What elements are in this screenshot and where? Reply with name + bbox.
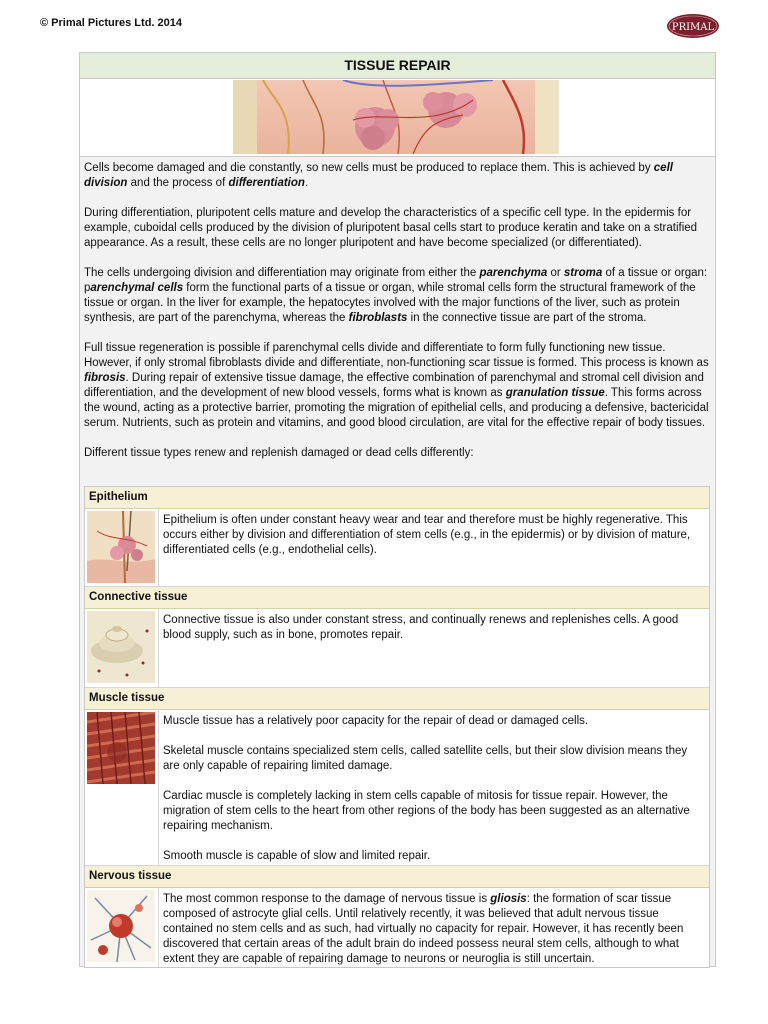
tissue-row-muscle bbox=[85, 710, 709, 866]
muscle-image bbox=[85, 710, 159, 865]
tissue-description: The most common response to the damage of nervous tissue is gliosis: the formation of scar tissue composed of astrocyte glial cells. Until relatively recently, it was believed that adult nervous tissue contained no stem cells and as such, had virtually no capacity for repair. However, it has recently been discovered that certain areas of the adult brain do indeed possess neural stem cells, although to what extent they are capable of repairing damage to neurons or neuroglia is still uncertain. bbox=[163, 893, 684, 965]
tissue-heading-epithelium: Epithelium bbox=[85, 487, 709, 509]
svg-text:PRIMAL: PRIMAL bbox=[671, 22, 715, 33]
tissue-description: Connective tissue is also under constant stress, and continually renews and replenishes cells. A good blood supply, such as in bone, promotes repair. bbox=[163, 614, 679, 641]
intro-paragraph: The cells undergoing division and differentiation may originate from either the parenchyma or stroma of a tissue or organ: parenchymal cells form the functional parts of a tissue or organ, while stromal cells form the structural framework of the tissue or organ. In the liver for example, the hepatocytes involved with the major functions of the liver, such as protein synthesis, are part of the parenchyma, whereas the fibroblasts in the connective tissue are part of the stroma. bbox=[84, 267, 708, 324]
intro-paragraph: During differentiation, pluripotent cells mature and develop the characteristics of a specific cell type. In the epidermis for example, cuboidal cells produced by the division of pluripotent basal cells start to produce keratin and take on a stratified appearance. As a result, these cells are no longer pluripotent and have become specialized (or differentiated). bbox=[84, 207, 698, 249]
tissue-row-connective bbox=[85, 609, 709, 688]
intro-paragraph: Full tissue regeneration is possible if parenchymal cells divide and differentiate to form fully functioning new tissue. However, if only stromal fibroblasts divide and differentiate, non-functioning scar tissue is formed. This process is known as fibrosis. During repair of extensive tissue damage, the effective combination of parenchymal and stromal cell division and differentiation, and the development of new blood vessels, forms what is known as granulation tissue. This forms across the wound, acting as a protective barrier, promoting the migration of epithelial cells, and producing a defensive, bactericidal serum. Nutrients, such as protein and vitamins, and good blood circulation, are vital for the effective repair of body tissues. bbox=[84, 342, 709, 429]
tissue-heading-connective: Connective tissue bbox=[85, 587, 709, 609]
tissue-row-epithelium bbox=[85, 509, 709, 587]
tissue-row-nervous bbox=[85, 888, 709, 967]
primal-logo bbox=[666, 13, 720, 39]
intro-paragraph: Different tissue types renew and replenish damaged or dead cells differently: bbox=[84, 447, 474, 459]
tissue-repair-panel bbox=[79, 52, 716, 967]
epithelium-image bbox=[85, 509, 159, 586]
page-title: TISSUE REPAIR bbox=[80, 53, 715, 79]
tissue-description: Epithelium is often under constant heavy wear and tear and therefore must be highly regenerative. This occurs either by division and differentiation of stem cells (e.g., in the epidermis) or by division of mature, differentiated cells (e.g., endothelial cells). bbox=[163, 514, 691, 556]
tissue-types-table bbox=[84, 486, 710, 968]
neuron-image bbox=[85, 888, 159, 967]
intro-paragraph: Cells become damaged and die constantly, so new cells must be produced to replace them. This is achieved by cell division and the process of differentiation. bbox=[84, 162, 673, 189]
tissue-heading-nervous: Nervous tissue bbox=[85, 866, 709, 888]
intro-text bbox=[80, 157, 715, 461]
tissue-heading-muscle: Muscle tissue bbox=[85, 688, 709, 710]
tissue-description: Muscle tissue has a relatively poor capacity for the repair of dead or damaged cells. Skeletal muscle contains specialized stem cells, called satellite cells, but their slow division means they are only capable of repairing limited damage. Cardiac muscle is completely lacking in stem cells capable of mitosis for tissue repair. However, the migration of stem cells to the heart from other regions of the body has been suggested as an alternative repairing mechanism. Smooth muscle is capable of slow and limited repair. bbox=[163, 715, 690, 862]
copyright-notice: © Primal Pictures Ltd. 2014 bbox=[40, 17, 182, 29]
bone-image bbox=[85, 609, 159, 687]
tissue-illustration bbox=[80, 79, 715, 157]
